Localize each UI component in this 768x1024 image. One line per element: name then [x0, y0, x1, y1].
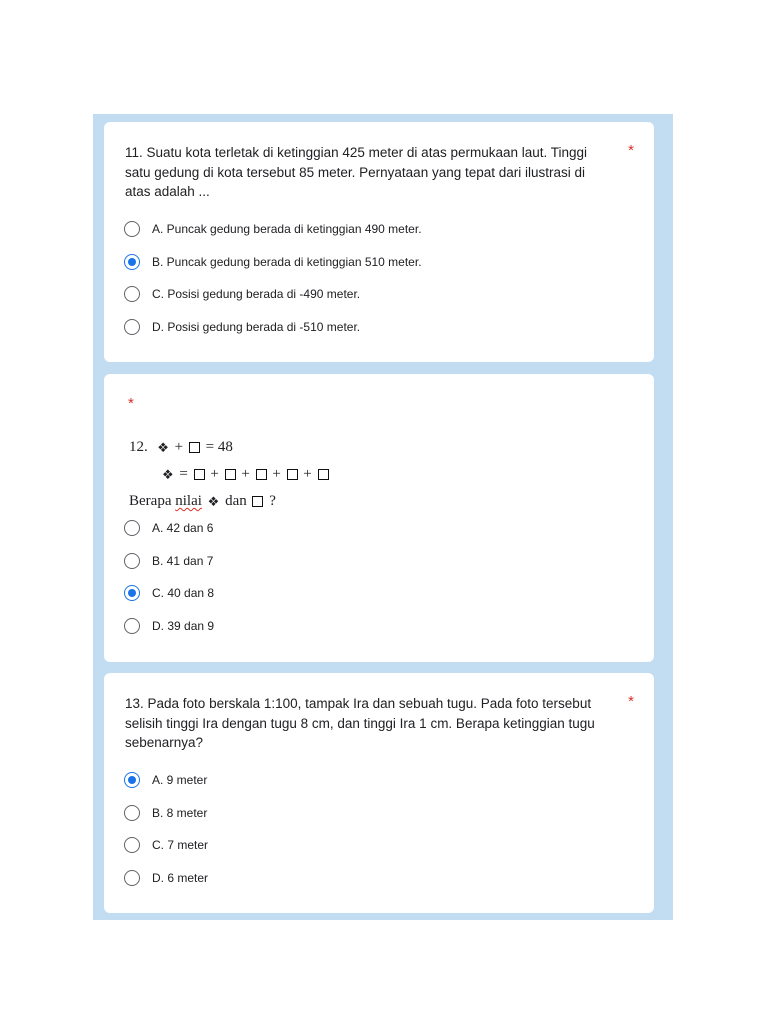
required-asterisk: * — [128, 395, 134, 412]
square-symbol — [194, 469, 205, 480]
option-label: D. 6 meter — [152, 870, 209, 885]
options-list — [124, 512, 214, 642]
equation-line-3 — [129, 488, 389, 515]
square-symbol — [256, 469, 267, 480]
option-label: C. 7 meter — [152, 838, 209, 853]
option-a[interactable] — [124, 764, 208, 797]
options-list — [124, 764, 208, 894]
option-c[interactable] — [124, 278, 422, 311]
option-b[interactable] — [124, 545, 214, 578]
question-word: nilai — [175, 493, 202, 509]
option-d[interactable] — [124, 610, 214, 643]
question-mark: ? — [269, 493, 276, 509]
question-number: 12. — [129, 439, 148, 455]
option-label: A. 9 meter — [152, 773, 208, 788]
square-symbol — [318, 469, 329, 480]
required-asterisk: * — [628, 142, 634, 159]
option-label: D. 39 dan 9 — [152, 618, 215, 633]
diamond-symbol: ❖ — [207, 493, 220, 509]
equation-result: = 48 — [205, 439, 233, 455]
diamond-symbol: ❖ — [157, 439, 169, 455]
question-text: 13. Pada foto berskala 1:100, tampak Ira dan sebuah tugu. Pada foto tersebut selisih tinggi Ira dengan tugu 8 cm, dan tinggi Ira 1 cm. Berapa ketinggian tugu sebenarnya? — [125, 696, 595, 750]
option-label: B. 41 dan 7 — [152, 553, 214, 568]
radio-button-selected[interactable] — [124, 585, 140, 601]
radio-button[interactable] — [124, 221, 140, 237]
radio-button[interactable] — [124, 319, 140, 335]
option-label: A. 42 dan 6 — [152, 521, 214, 536]
plus-sign: + — [174, 439, 184, 455]
radio-button[interactable] — [124, 553, 140, 569]
radio-button-selected[interactable] — [124, 772, 140, 788]
radio-button[interactable] — [124, 618, 140, 634]
option-b[interactable] — [124, 246, 422, 279]
option-c[interactable] — [124, 829, 208, 862]
option-a[interactable] — [124, 213, 422, 246]
square-symbol — [189, 442, 200, 453]
radio-button[interactable] — [124, 520, 140, 536]
plus-sign: + — [272, 466, 281, 482]
option-label: A. Puncak gedung berada di ketinggian 490 meter. — [152, 222, 422, 237]
option-b[interactable] — [124, 797, 208, 830]
plus-sign: + — [210, 466, 219, 482]
option-a[interactable] — [124, 512, 214, 545]
option-label: D. Posisi gedung berada di -510 meter. — [152, 319, 361, 334]
radio-button-selected[interactable] — [124, 254, 140, 270]
question-text: 11. Suatu kota terletak di ketinggian 425 meter di atas permukaan laut. Tinggi satu gedung di kota tersebut 85 meter. Pernyataan yang tepat dari ilustrasi di atas adalah ... — [125, 145, 588, 199]
square-symbol — [252, 496, 263, 507]
radio-button[interactable] — [124, 805, 140, 821]
radio-button[interactable] — [124, 870, 140, 886]
question-word: Berapa — [129, 493, 172, 509]
question-image — [129, 434, 389, 515]
option-label: B. 8 meter — [152, 805, 208, 820]
square-symbol — [287, 469, 298, 480]
question-card-11 — [104, 122, 654, 362]
option-d[interactable] — [124, 862, 208, 895]
square-symbol — [225, 469, 236, 480]
equation-line-2 — [129, 461, 389, 488]
option-label: B. Puncak gedung berada di ketinggian 510 meter. — [152, 254, 422, 269]
option-label: C. Posisi gedung berada di -490 meter. — [152, 287, 361, 302]
question-card-13 — [104, 673, 654, 913]
option-c[interactable] — [124, 577, 214, 610]
option-d[interactable] — [124, 311, 422, 344]
equals-sign: = — [179, 466, 188, 482]
options-list — [124, 213, 422, 343]
equation-line-1 — [129, 434, 389, 461]
required-asterisk: * — [628, 693, 634, 710]
plus-sign: + — [303, 466, 312, 482]
radio-button[interactable] — [124, 837, 140, 853]
question-card-12 — [104, 374, 654, 662]
question-word: dan — [225, 493, 247, 509]
option-label: C. 40 dan 8 — [152, 586, 215, 601]
diamond-symbol: ❖ — [162, 466, 174, 482]
radio-button[interactable] — [124, 286, 140, 302]
plus-sign: + — [241, 466, 250, 482]
